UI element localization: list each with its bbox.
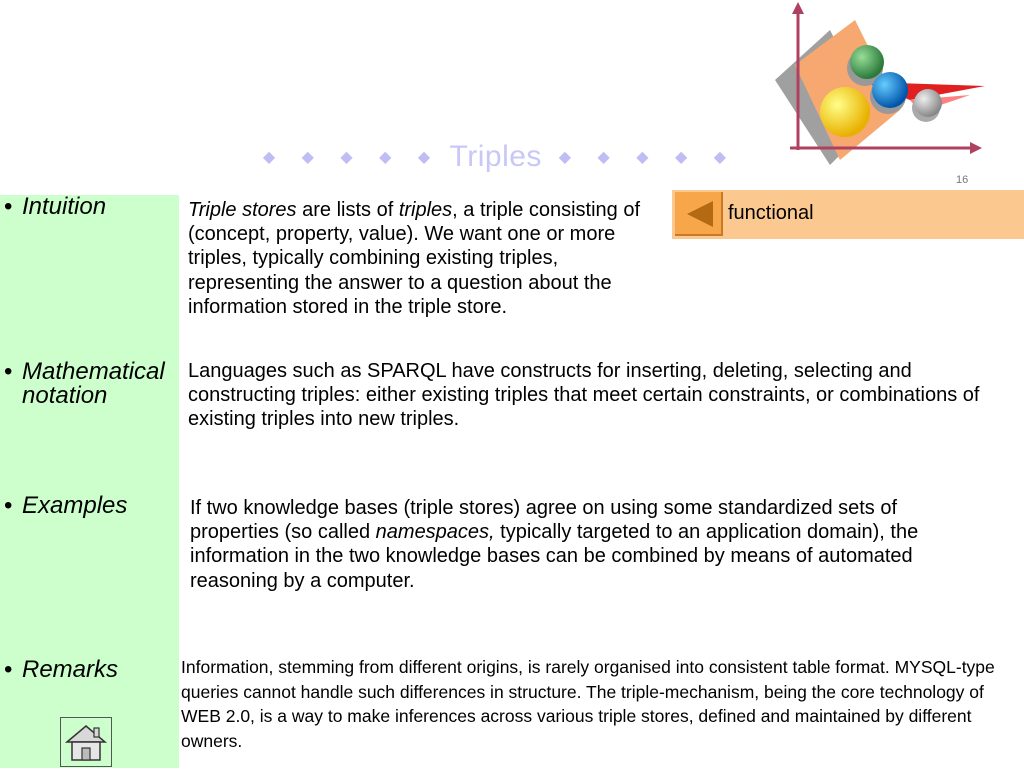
page-number: 16 (956, 174, 969, 186)
bullet-label (22, 360, 165, 408)
title-decoration-right: ◆ ◆ ◆ ◆ ◆ (558, 149, 738, 166)
bullet-label: Intuition (22, 193, 107, 220)
intuition-paragraph (188, 198, 648, 319)
bullet-dot: • (4, 656, 13, 683)
bullet-label: Examples (22, 492, 128, 519)
examples-paragraph (190, 496, 985, 593)
term-triples: triples (398, 199, 453, 221)
term-namespaces: namespaces, (375, 521, 495, 544)
bullet-intuition (4, 195, 106, 219)
slide-title-text: Triples (449, 140, 542, 173)
functional-panel (672, 190, 1024, 239)
notation-paragraph: Languages such as SPARQL have constructs for inserting, deleting, selecting and constructing triples: either existing triples that meet certain constraints, or combinations of existing triples into new triples. (188, 360, 980, 431)
functional-back-button[interactable] (675, 192, 723, 236)
title-decoration-left: ◆ ◆ ◆ ◆ ◆ (262, 149, 442, 166)
functional-label: functional (728, 202, 814, 224)
bullet-examples (4, 494, 127, 518)
remarks-paragraph: Information, stemming from different origins, is rarely organised into consistent table format. MYSQL-type queries cannot handle such differences in structure. The triple-mechanism, being the core technology of WEB 2.0, is a way to make inferences across various triple stores, defined and maintained by different owners. (181, 657, 995, 751)
intuition-text-1: are lists of (296, 199, 399, 221)
home-icon (61, 718, 111, 766)
intuition-text-2: , a triple consisting of (concept, property, value). We want one or more triples, typically combining existing triples, representing the answer to a question about the information stored in the triple store. (188, 199, 641, 318)
bullet-remarks (4, 658, 118, 682)
bullet-mathematical-notation (4, 360, 165, 408)
term-triple-stores: Triple stores (188, 199, 297, 221)
slide-title (0, 140, 1000, 174)
examples-text-2: typically targeted to an application domain), the information in the two knowledge bases can be combined by means of automated reasoning by a computer. (190, 521, 919, 592)
bullet-label-line2: notation (22, 382, 108, 409)
examples-text-1: If two knowledge bases (triple stores) agree on using some standardized sets of properties (so called (190, 497, 898, 544)
bullet-dot: • (4, 358, 13, 385)
home-button[interactable] (60, 717, 112, 767)
triangle-left-icon (685, 200, 715, 228)
bullet-dot: • (4, 193, 13, 220)
bullet-label-line1: Mathematical (22, 358, 165, 385)
bullet-label: Remarks (22, 656, 119, 683)
bullet-dot: • (4, 492, 13, 519)
